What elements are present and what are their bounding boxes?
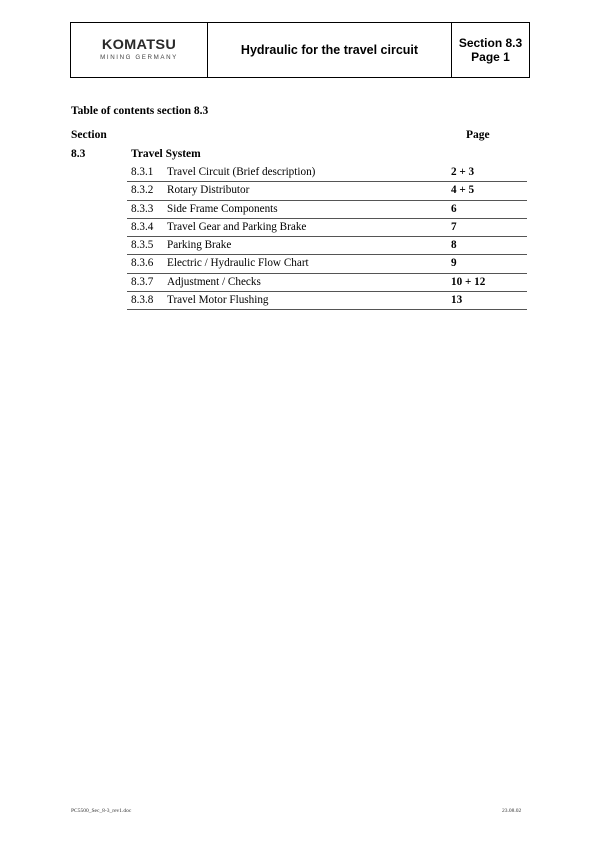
logo-brand-text: KOMATSU [101,37,177,53]
section-page-info [452,23,529,77]
section-title: Travel System [131,148,201,160]
toc-entry-title: Rotary Distributor [167,184,250,197]
company-logo [71,23,208,77]
document-header [70,22,530,78]
toc-entry-number: 8.3.8 [131,294,154,307]
toc-entry-number: 8.3.3 [131,202,154,215]
toc-entry [127,164,527,182]
toc-list [127,164,527,310]
section-number: 8.3 [71,148,86,160]
section-label: Section 8.3 [458,36,523,50]
column-header-page: Page [466,129,490,141]
toc-entry-title: Travel Motor Flushing [167,294,269,307]
toc-heading: Table of contents section 8.3 [71,105,209,117]
toc-entry [127,237,527,255]
toc-entry [127,255,527,273]
page-label: Page 1 [471,50,510,64]
toc-entry-number: 8.3.7 [131,275,154,288]
toc-entry-title: Parking Brake [167,239,232,252]
toc-entry-title: Side Frame Components [167,202,278,215]
toc-entry [127,292,527,310]
toc-entry-page: 8 [451,239,457,252]
toc-entry-page: 7 [451,220,457,233]
toc-entry-page: 4 + 5 [451,184,475,197]
toc-entry-number: 8.3.2 [131,184,154,197]
footer-date: 23.08.02 [502,808,522,814]
toc-entry-page: 6 [451,202,457,215]
toc-entry-page: 2 + 3 [451,166,475,178]
toc-entry-number: 8.3.1 [131,166,154,178]
toc-entry [127,274,527,292]
toc-entry [127,201,527,219]
toc-entry [127,182,527,200]
document-title: Hydraulic for the travel circuit [208,23,452,77]
toc-entry-title: Adjustment / Checks [167,275,261,288]
footer-filename: PC5500_Sec_8-3_rev1.doc [71,808,132,814]
toc-entry-number: 8.3.6 [131,257,154,270]
toc-entry-title: Electric / Hydraulic Flow Chart [167,257,309,270]
toc-entry-page: 9 [451,257,457,270]
toc-entry-page: 13 [451,294,463,307]
toc-entry-title: Travel Gear and Parking Brake [167,220,307,233]
toc-entry [127,219,527,237]
column-header-section: Section [71,129,107,141]
toc-entry-page: 10 + 12 [451,275,486,288]
toc-entry-number: 8.3.4 [131,220,154,233]
toc-entry-number: 8.3.5 [131,239,154,252]
logo-subtitle: MINING GERMANY [100,54,178,61]
toc-entry-title: Travel Circuit (Brief description) [167,166,316,178]
